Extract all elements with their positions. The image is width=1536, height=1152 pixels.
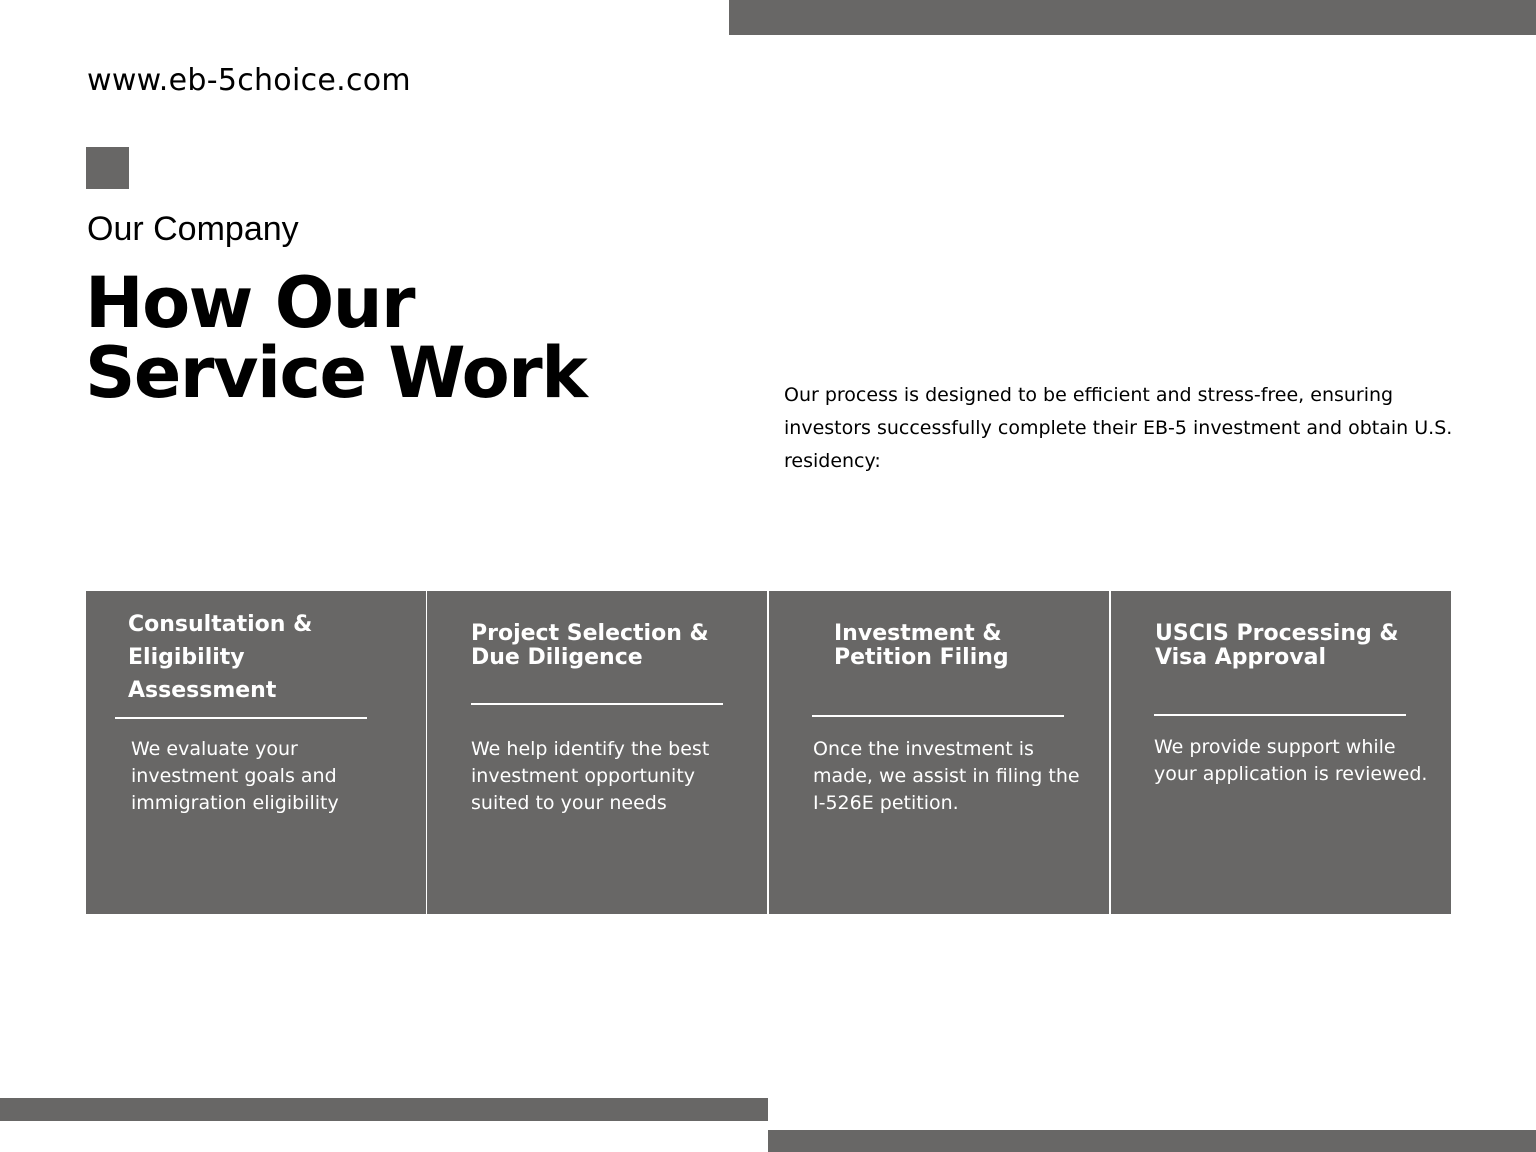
step-title (1155, 622, 1399, 670)
page-title (85, 262, 587, 414)
section-eyebrow: Our Company (87, 210, 299, 248)
accent-square (86, 147, 129, 189)
step-title (834, 622, 1009, 670)
step-divider (812, 715, 1064, 717)
step-divider (115, 717, 367, 719)
step-divider (471, 703, 723, 705)
process-steps (86, 591, 1450, 914)
step-title-line: Consultation & (128, 612, 313, 637)
step-description: We provide support while your application is reviewed. (1154, 736, 1428, 785)
top-accent-bar (729, 0, 1536, 35)
step-card-consultation (86, 591, 426, 914)
step-title-line: Assessment (128, 678, 277, 703)
step-title-line: Visa Approval (1155, 645, 1326, 670)
page-title-line-2: Service Work (85, 332, 587, 414)
step-card-investment-filing (769, 591, 1109, 914)
step-title (471, 622, 709, 670)
step-title-line: Eligibility (128, 645, 245, 670)
bottom-left-accent-bar (0, 1098, 768, 1121)
bottom-right-accent-bar (768, 1130, 1536, 1152)
step-title (128, 608, 312, 707)
step-title-line: Due Diligence (471, 645, 643, 670)
step-card-uscis-processing (1111, 591, 1451, 914)
step-title-line: Petition Filing (834, 645, 1009, 670)
step-title-line: Project Selection & (471, 621, 709, 646)
intro-paragraph: Our process is designed to be efficient and stress-free, ensuring investors successfully complete their EB-5 investment and obtain U.S. residency: (784, 384, 1453, 472)
step-description: We help identify the best investment opportunity suited to your needs (471, 738, 710, 814)
step-card-project-selection (427, 591, 767, 914)
step-description: Once the investment is made, we assist in filing the I-526E petition. (813, 738, 1080, 814)
step-title-line: Investment & (834, 621, 1002, 646)
step-description: We evaluate your investment goals and immigration eligibility (131, 738, 339, 814)
page-title-line-1: How Our (85, 262, 415, 344)
step-title-line: USCIS Processing & (1155, 621, 1399, 646)
website-url: www.eb-5choice.com (87, 63, 411, 98)
step-divider (1154, 714, 1406, 716)
